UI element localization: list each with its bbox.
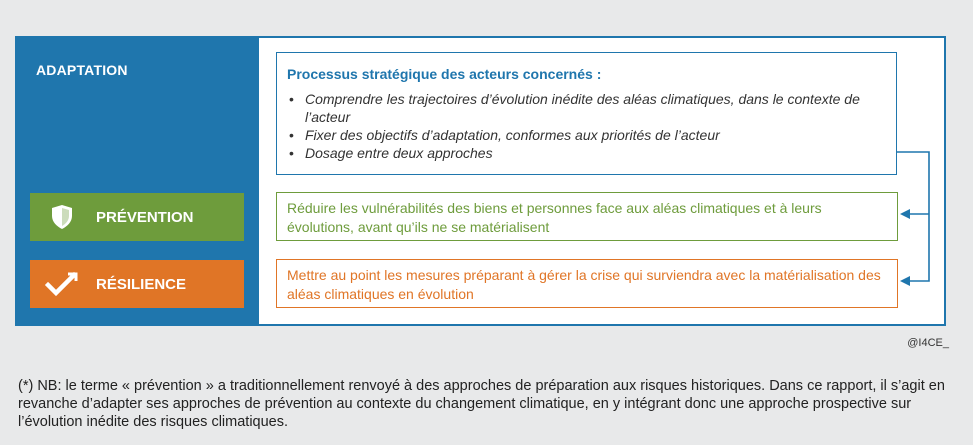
strategy-item: • Comprendre les trajectoires d’évolution inédite des aléas climatiques, dans le contexte de l’acteur xyxy=(305,90,886,126)
footnote: (*) NB: le terme « prévention » a traditionnellement renvoyé à des approches de préparation aux risques historiques. Dans ce rapport, il s’agit en revanche d’adapter ses approches de prévention au contexte du changement climatique, en y intégrant donc une approche prospective sur l’évolution inédite des risques climatiques. xyxy=(18,378,945,430)
resilience-box: Mettre au point les mesures préparant à gérer la crise qui surviendra avec la matérialisation des aléas climatiques en évolution xyxy=(276,259,898,308)
connector-line xyxy=(897,152,929,281)
strategy-title: Processus stratégique des acteurs concernés : xyxy=(287,66,602,82)
prevention-box: Réduire les vulnérabilités des biens et personnes face aux aléas climatiques et à leurs évolutions, avant qu’ils ne se matérialisent xyxy=(276,192,898,241)
strategy-item: • Dosage entre deux approches xyxy=(305,144,886,162)
adaptation-title: ADAPTATION xyxy=(36,62,128,78)
arrow-head-prevention xyxy=(900,209,910,219)
copyright-label: @I4CE_ xyxy=(907,337,949,349)
prevention-label: PRÉVENTION xyxy=(96,208,194,226)
resilience-label: RÉSILIENCE xyxy=(96,275,187,293)
arrow-head-resilience xyxy=(900,276,910,286)
strategy-item: • Fixer des objectifs d’adaptation, conformes aux priorités de l’acteur xyxy=(305,126,886,144)
